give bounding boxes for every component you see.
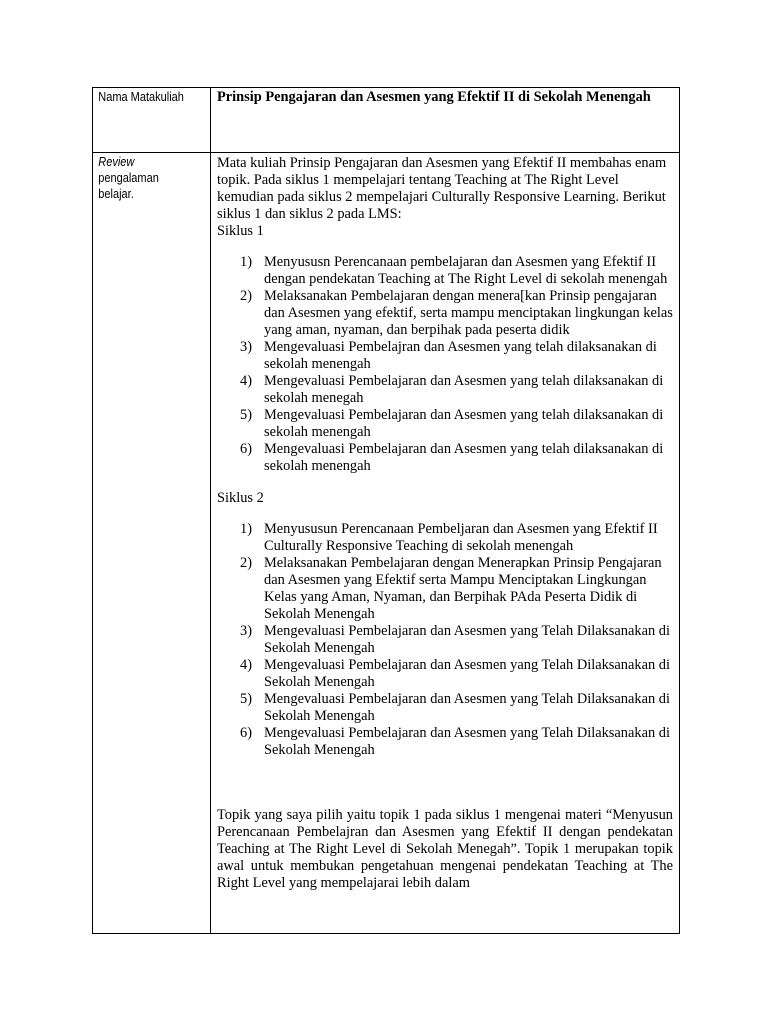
spacer — [217, 759, 673, 807]
list-item-number: 4) — [240, 657, 252, 673]
list-item — [217, 373, 673, 407]
list-item-number: 1) — [240, 254, 252, 270]
list-item — [217, 254, 673, 288]
list-item-number: 5) — [240, 691, 252, 707]
review-label-line-2: belajar. — [98, 187, 134, 201]
conclusion-paragraph: Topik yang saya pilih yaitu topik 1 pada siklus 1 mengenai materi “Menyusun Perencanaan Pembelajran dan Asesmen yang Efektif II dengan pendekatan Teaching at The Right Level di Sekolah Menegah”. Topik 1 merupakan topik awal untuk membukan pengetahuan mengenai pendekatan Teaching at The Right Level yang mempelajarai lebih dalam — [217, 807, 673, 891]
list-item-text: Mengevaluasi Pembelajaran dan Asesmen yang Telah Dilaksanakan di Sekolah Menengah — [264, 691, 670, 724]
list-item-text: Mengevaluasi Pembelajaran dan Asesmen yang Telah Dilaksanakan di Sekolah Menengah — [264, 623, 670, 656]
list-item-number: 1) — [240, 521, 252, 537]
table-row — [93, 88, 680, 153]
siklus2-heading: Siklus 2 — [217, 490, 264, 506]
list-item — [217, 407, 673, 441]
list-item — [217, 555, 673, 623]
list-item — [217, 339, 673, 373]
list-item-number: 5) — [240, 407, 252, 423]
list-item — [217, 691, 673, 725]
label-cell — [93, 88, 211, 153]
list-item-text: Melaksanakan Pembelajaran dengan Menerapkan Prinsip Pengajaran dan Asesmen yang Efektif serta Mampu Menciptakan Lingkungan Kelas yang Aman, Nyaman, dan Berpihak PAda Peserta Didik di Sekolah Menengah — [264, 555, 662, 622]
list-item-number: 3) — [240, 623, 252, 639]
list-item-text: Menyususun Perencanaan Pembeljaran dan Asesmen yang Efektif II Culturally Responsive Teaching di sekolah menengah — [264, 521, 658, 554]
intro-paragraph: Mata kuliah Prinsip Pengajaran dan Asesmen yang Efektif II membahas enam topik. Pada siklus 1 mempelajari tentang Teaching at The Right Level kemudian pada siklus 2 mempelajari Culturally Responsive Learning. Berikut siklus 1 dan siklus 2 pada LMS: — [217, 155, 667, 222]
review-label-line-1: pengalaman — [98, 171, 159, 185]
list-item-number: 2) — [240, 288, 252, 304]
siklus1-heading: Siklus 1 — [217, 223, 264, 239]
list-item-text: Mengevaluasi Pembelajran dan Asesmen yang telah dilaksanakan di sekolah menengah — [264, 339, 657, 372]
list-item-text: Mengevaluasi Pembelajaran dan Asesmen yang telah dilaksanakan di sekolah menegah — [264, 373, 664, 406]
table-row — [93, 153, 680, 934]
list-item — [217, 657, 673, 691]
list-item-text: Mengevaluasi Pembelajaran dan Asesmen yang telah dilaksanakan di sekolah menengah — [264, 441, 664, 474]
course-review-table — [92, 87, 680, 934]
review-content — [211, 153, 679, 933]
list-item-number: 2) — [240, 555, 252, 571]
list-item-text: Mengevaluasi Pembelajaran dan Asesmen yang telah dilaksanakan di sekolah menengah — [264, 407, 664, 440]
content-cell — [211, 153, 680, 934]
list-item — [217, 521, 673, 555]
content-cell — [211, 88, 680, 153]
list-item — [217, 441, 673, 475]
list-item — [217, 725, 673, 759]
list-item — [217, 288, 673, 339]
list-item-text: Menyususn Perencanaan pembelajaran dan Asesmen yang Efektif II dengan pendekatan Teaching at The Right Level di sekolah menengah — [264, 254, 668, 287]
list-item-number: 3) — [240, 339, 252, 355]
list-item-number: 4) — [240, 373, 252, 389]
list-item — [217, 623, 673, 657]
list-item-number: 6) — [240, 725, 252, 741]
course-name-label: Nama Matakuliah — [98, 90, 184, 104]
review-label — [93, 153, 209, 202]
list-item-text: Melaksanakan Pembelajaran dengan menera[kan Prinsip pengajaran dan Asesmen yang efektif, serta mampu menciptakan lingkungan kelas yang aman, nyaman, dan berpihak pada peserta didik — [264, 288, 673, 338]
list-item-text: Mengevaluasi Pembelajaran dan Asesmen yang Telah Dilaksanakan di Sekolah Menengah — [264, 657, 670, 690]
siklus2-list — [217, 521, 673, 759]
review-label-italic: Review — [98, 155, 135, 169]
siklus1-list — [217, 254, 673, 475]
course-title: Prinsip Pengajaran dan Asesmen yang Efektif II di Sekolah Menengah — [217, 89, 651, 105]
list-item-number: 6) — [240, 441, 252, 457]
list-item-text: Mengevaluasi Pembelajaran dan Asesmen yang Telah Dilaksanakan di Sekolah Menengah — [264, 725, 670, 758]
label-cell — [93, 153, 211, 934]
